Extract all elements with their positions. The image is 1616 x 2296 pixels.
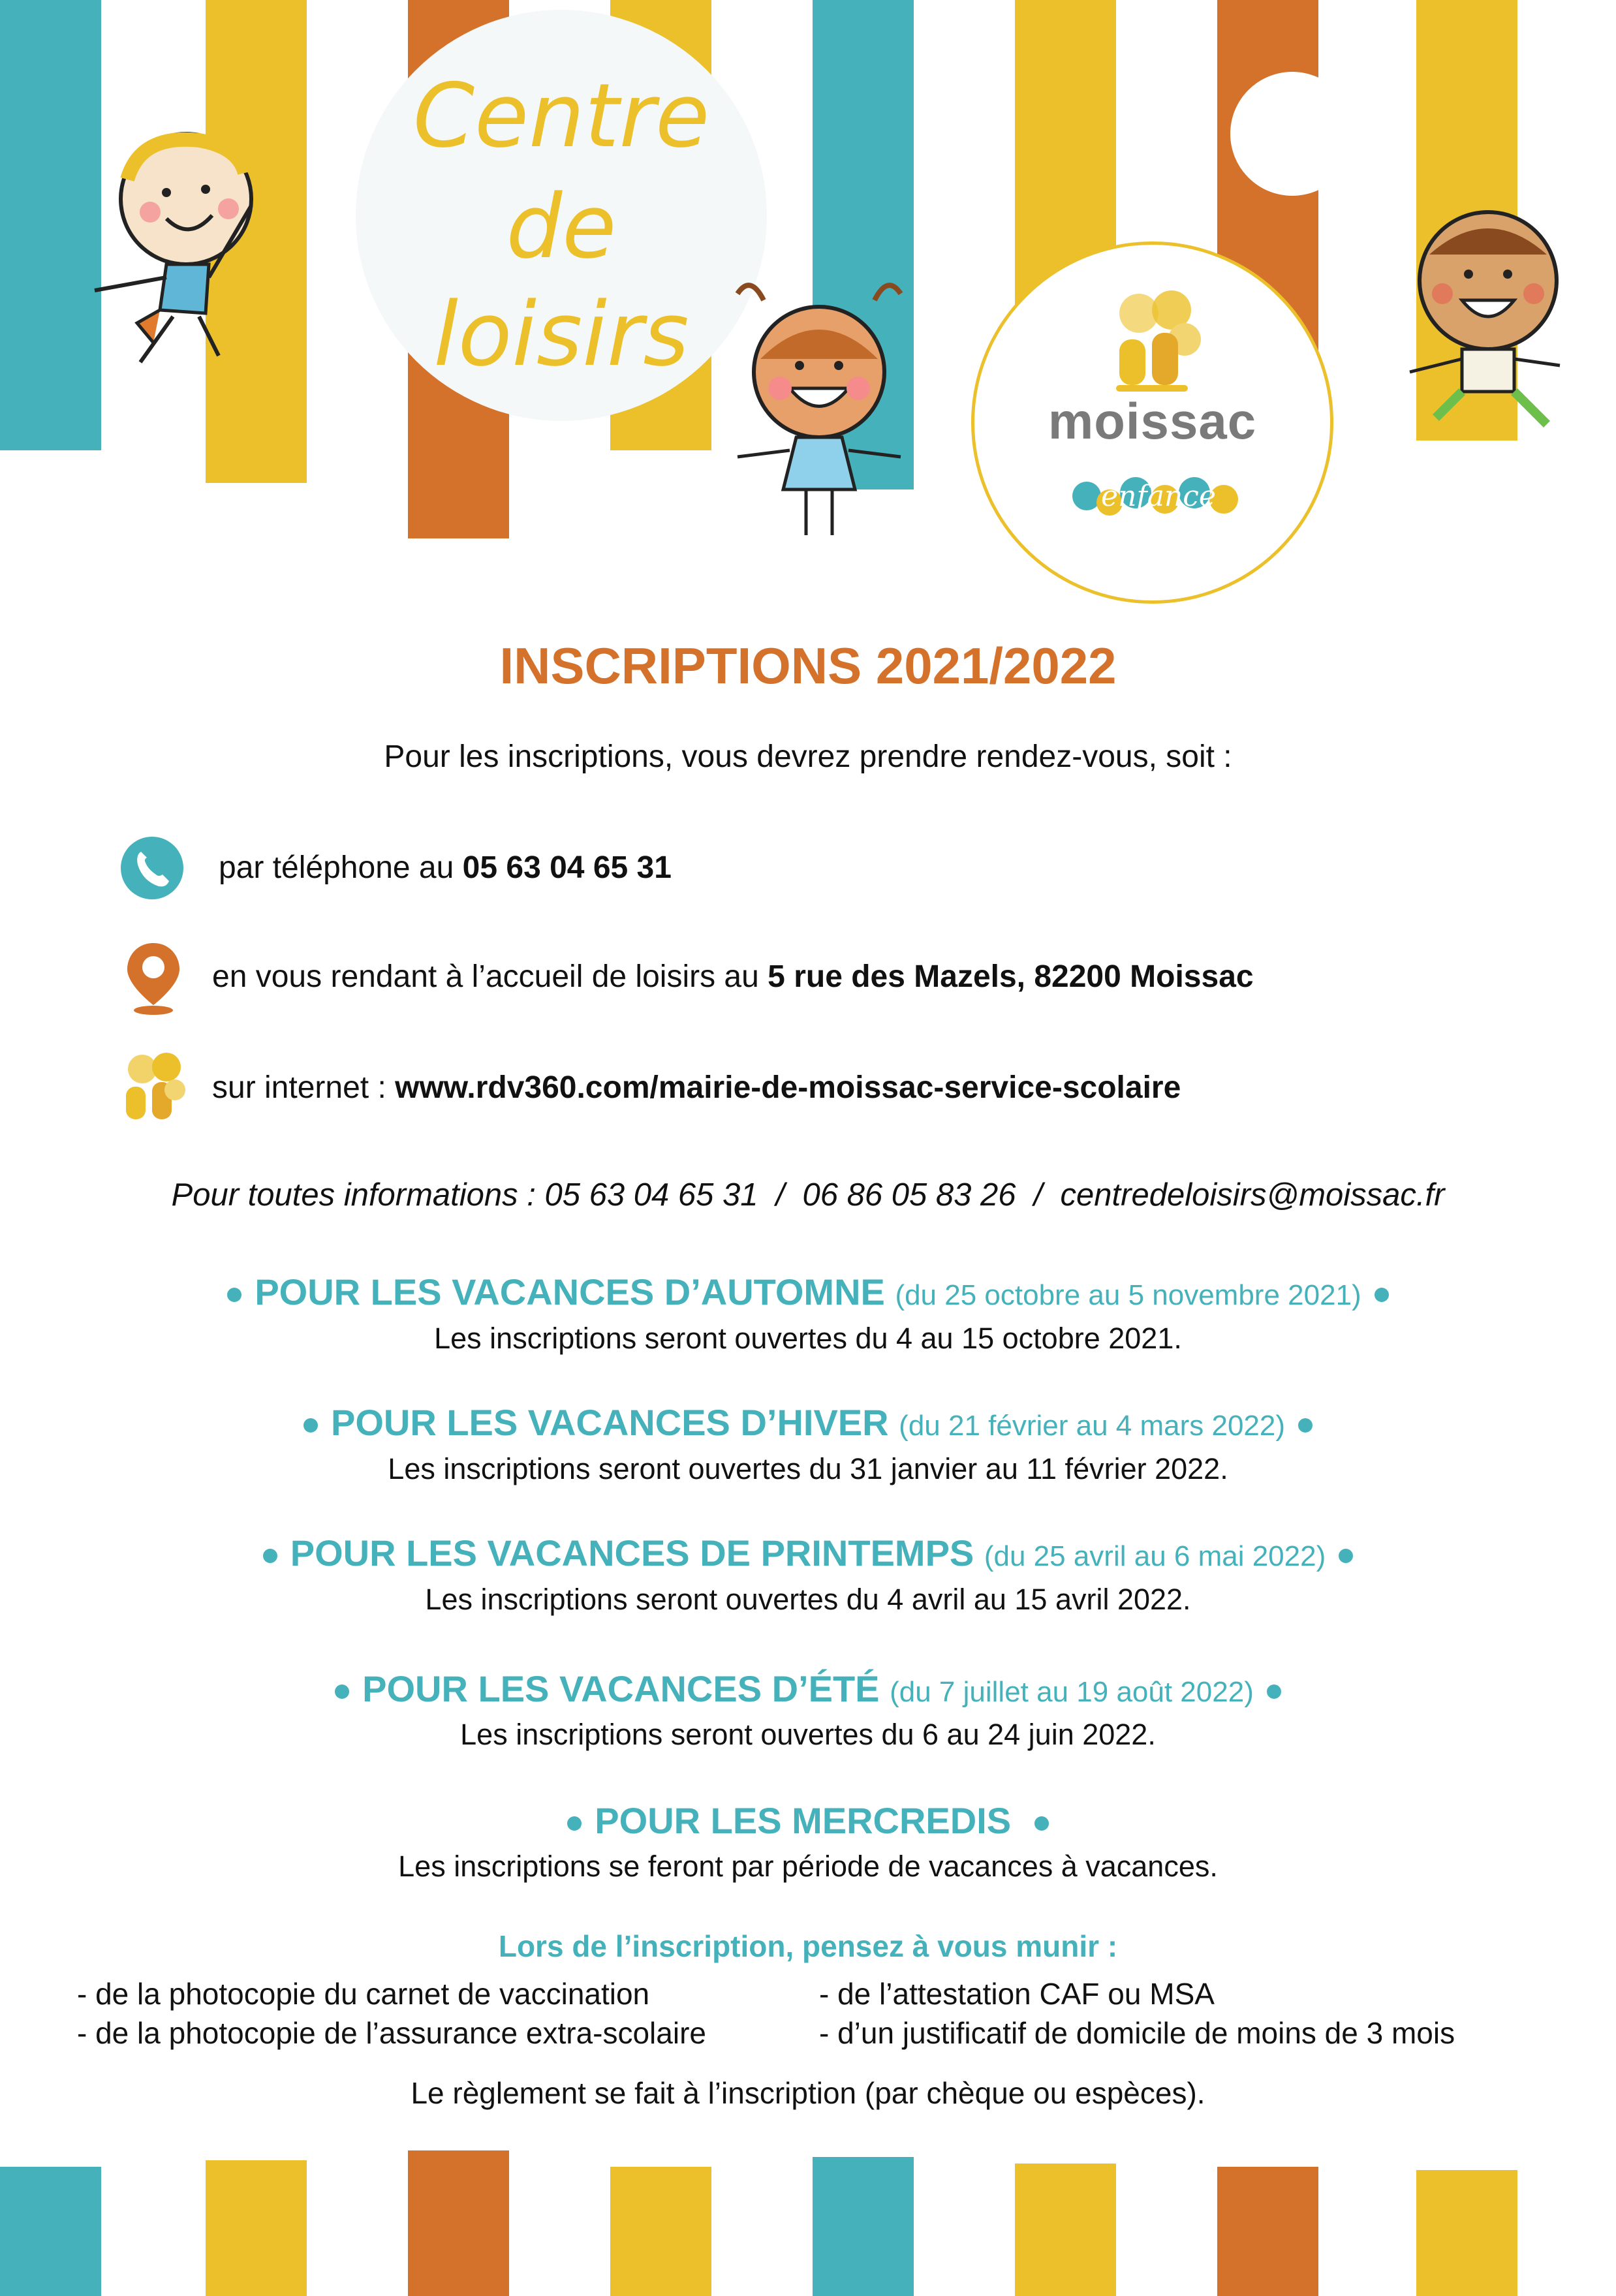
contact-address	[212, 957, 1254, 997]
documents-heading: Lors de l’inscription, pensez à vous munir :	[498, 1929, 1118, 1963]
decor-circle	[1230, 72, 1354, 196]
section-dates: (du 7 juillet au 19 août 2022)	[890, 1676, 1254, 1708]
documents-list-right	[819, 1974, 1455, 2053]
bullet-dot	[567, 1816, 582, 1831]
section-title: POUR LES VACANCES D’AUTOMNE	[255, 1271, 885, 1312]
bottom-stripe	[1015, 2164, 1116, 2296]
bullet-dot	[303, 1418, 318, 1433]
moissac-brand-text: moissac	[1048, 392, 1257, 450]
list-item: - d’un justificatif de domicile de moins de 3 mois	[819, 2016, 1455, 2050]
section-summer-heading	[0, 1666, 1616, 1715]
contact-address-value: 5 rue des Mazels, 82200 Moissac	[768, 959, 1254, 994]
list-item: - de la photocopie du carnet de vaccination	[77, 1977, 650, 2011]
moissac-logo-mark-icon	[1110, 287, 1207, 398]
title-line-1: Centre	[412, 65, 710, 167]
location-pin-icon	[121, 940, 186, 1018]
section-dates: (du 25 octobre au 5 novembre 2021)	[895, 1279, 1361, 1311]
bottom-stripe	[0, 2167, 101, 2296]
payment-note: Le règlement se fait à l’inscription (par chèque ou espèces).	[411, 2076, 1205, 2110]
contact-phone	[219, 848, 672, 888]
bottom-stripe	[408, 2150, 509, 2296]
contact-phone-label: par téléphone au	[219, 850, 463, 885]
title-line-3: loisirs	[433, 283, 689, 386]
kid-illustration-right	[1390, 202, 1579, 444]
bullet-dot	[1267, 1684, 1281, 1699]
kid-illustration-girl	[724, 274, 914, 561]
enfance-label: enfance	[1101, 480, 1216, 513]
section-wednesday-heading	[0, 1798, 1616, 1847]
contact-internet-label: sur internet :	[212, 1070, 396, 1105]
bullet-dot	[335, 1684, 349, 1699]
list-item: - de la photocopie de l’assurance extra-scolaire	[77, 2016, 706, 2050]
intro-text: Pour les inscriptions, vous devrez prendre rendez-vous, soit :	[384, 739, 1232, 774]
section-title: POUR LES MERCREDIS	[595, 1800, 1012, 1841]
contact-internet-link[interactable]: www.rdv360.com/mairie-de-moissac-service-scolaire	[395, 1070, 1181, 1105]
moissac-logo-icon	[119, 1051, 188, 1126]
bottom-stripe	[206, 2160, 307, 2296]
section-autumn-heading	[0, 1269, 1616, 1318]
bullet-dot	[263, 1549, 277, 1563]
section-autumn-text: Les inscriptions seront ouvertes du 4 au 15 octobre 2021.	[434, 1322, 1182, 1355]
list-item: - de l’attestation CAF ou MSA	[819, 1977, 1215, 2011]
section-winter-text: Les inscriptions seront ouvertes du 31 janvier au 11 février 2022.	[388, 1452, 1228, 1485]
bottom-stripe	[813, 2157, 914, 2296]
phone-icon	[119, 835, 185, 901]
section-spring-text: Les inscriptions seront ouvertes du 4 avril au 15 avril 2022.	[425, 1583, 1191, 1616]
info-line: Pour toutes informations : 05 63 04 65 31 / 06 86 05 83 26 / centredeloisirs@moissac.fr	[171, 1177, 1445, 1213]
section-winter-heading	[0, 1400, 1616, 1449]
section-dates: (du 25 avril au 6 mai 2022)	[984, 1540, 1326, 1572]
section-wednesday-text: Les inscriptions se feront par période de vacances à vacances.	[398, 1850, 1218, 1883]
kid-illustration-left	[69, 127, 284, 375]
bottom-stripe	[610, 2167, 711, 2296]
section-spring-heading	[0, 1530, 1616, 1579]
bullet-dot	[1034, 1816, 1049, 1831]
bottom-stripe	[1416, 2170, 1517, 2296]
page-title: INSCRIPTIONS 2021/2022	[499, 637, 1117, 694]
bullet-dot	[1339, 1549, 1353, 1563]
section-title: POUR LES VACANCES DE PRINTEMPS	[290, 1532, 974, 1574]
section-dates: (du 21 février au 4 mars 2022)	[899, 1410, 1286, 1442]
contact-phone-value: 05 63 04 65 31	[462, 850, 672, 885]
contact-address-label: en vous rendant à l’accueil de loisirs au	[212, 959, 768, 994]
section-summer-text: Les inscriptions seront ouvertes du 6 au 24 juin 2022.	[460, 1718, 1156, 1751]
bullet-dot	[1375, 1288, 1389, 1302]
title-line-2: de	[506, 176, 617, 278]
section-title: POUR LES VACANCES D’ÉTÉ	[362, 1668, 880, 1709]
bullet-dot	[1298, 1418, 1313, 1433]
section-title: POUR LES VACANCES D’HIVER	[330, 1402, 889, 1443]
contact-internet	[212, 1068, 1181, 1108]
bullet-dot	[227, 1288, 241, 1302]
documents-list-left	[77, 1974, 706, 2053]
bottom-stripe	[1217, 2167, 1318, 2296]
